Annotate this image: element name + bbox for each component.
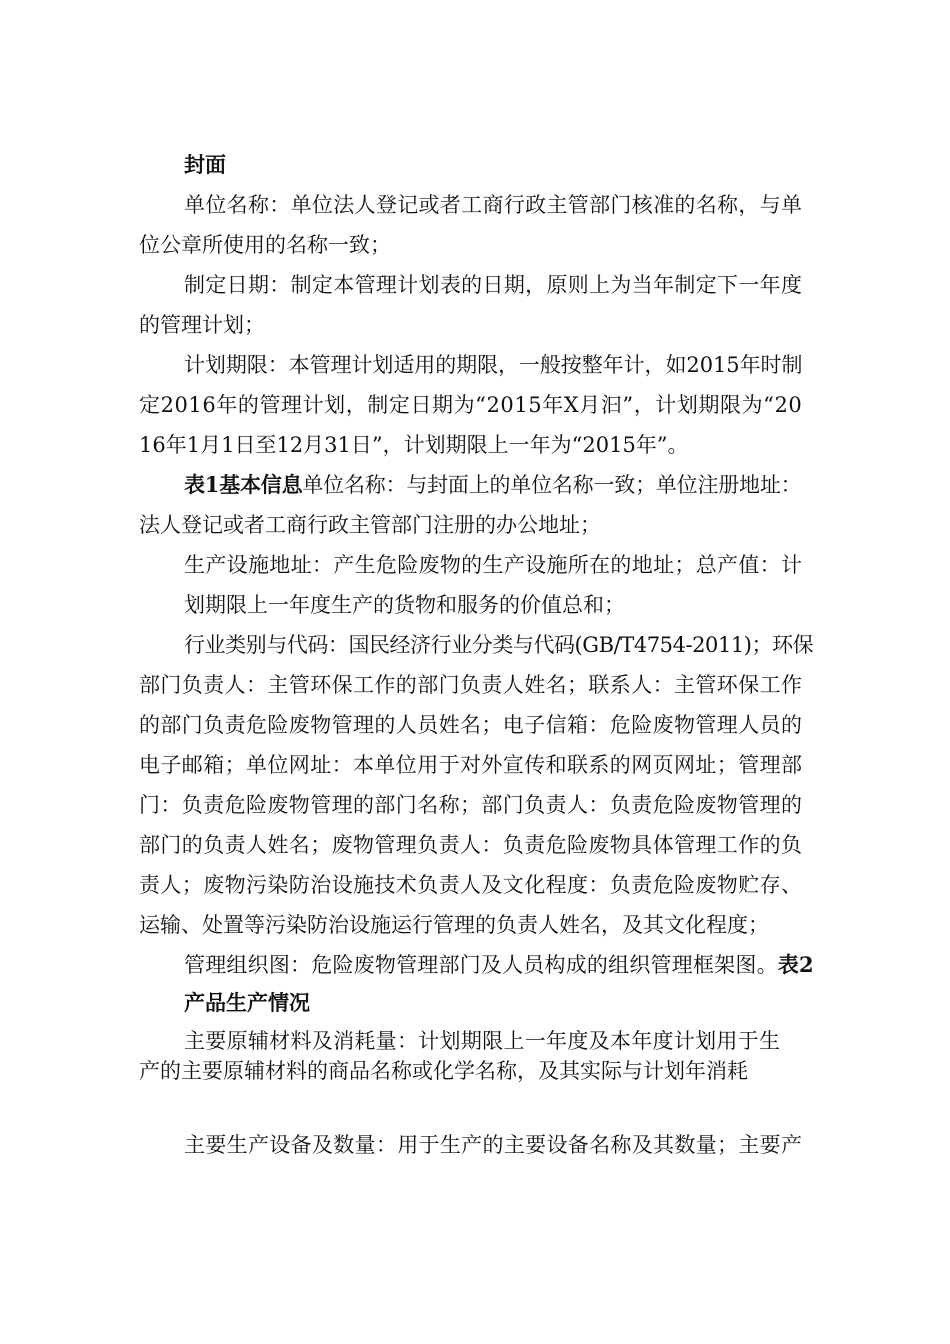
body-text: 制定日期：制定本管理计划表的日期，原则上为当年制定下一年度 (184, 273, 803, 297)
text-line (184, 551, 802, 579)
body-text: 门：负责危险废物管理的部门名称；部门负责人：负责危险废物管理的 (139, 793, 803, 817)
text-line (139, 231, 391, 259)
text-line (139, 711, 802, 739)
text-line (139, 791, 802, 819)
text-line (184, 471, 801, 499)
text-line (139, 311, 265, 339)
text-line (184, 271, 802, 299)
body-text: 单位名称：与封面上的单位名称一致；单位注册地址： (302, 473, 802, 497)
text-line (184, 591, 625, 619)
body-text: 生产设施地址：产生危险废物的生产设施所在的地址；总产值：计 (184, 553, 803, 577)
body-text: 行业类别与代码：国民经济行业分类与代码(GB/T4754-2011)；环保 (184, 633, 814, 657)
body-text: 主要生产设备及数量：用于生产的主要设备名称及其数量；主要产 (184, 1133, 803, 1157)
text-line (184, 951, 814, 979)
body-text: 计划期限：本管理计划适用的期限，一般按整年计，如2015年时制 (184, 353, 803, 377)
body-text: 划期限上一年度生产的货物和服务的价值总和； (184, 593, 625, 617)
bold-heading-text: 封面 (184, 152, 226, 177)
body-text: 位公章所使用的名称一致； (139, 233, 391, 257)
text-line (184, 191, 802, 219)
body-text: 的部门负责危险废物管理的人员姓名；电子信箱：危险废物管理人员的 (139, 713, 803, 737)
text-line (139, 871, 802, 899)
body-text: 的管理计划； (139, 313, 265, 337)
body-text: 定2016年的管理计划，制定日期为“2015年X月汩”，计划期限为“20 (139, 393, 803, 417)
text-line (184, 351, 802, 379)
text-line (139, 391, 802, 419)
text-line (139, 911, 769, 939)
body-text: 责人；废物污染防治设施技术负责人及文化程度：负责危险废物贮存、 (139, 873, 803, 897)
body-text: 部门的负责人姓名；废物管理负责人：负责危险废物具体管理工作的负 (139, 833, 803, 857)
text-line (184, 989, 310, 1017)
text-line (139, 511, 601, 539)
body-text: 法人登记或者工商行政主管部门注册的办公地址； (139, 513, 601, 537)
text-line (184, 631, 813, 659)
text-line (184, 151, 226, 179)
body-text: 单位名称：单位法人登记或者工商行政主管部门核准的名称，与单 (184, 193, 803, 217)
text-line (184, 1131, 802, 1159)
text-line (139, 831, 802, 859)
text-line (139, 671, 802, 699)
bold-heading-text: 产品生产情况 (184, 990, 310, 1015)
text-line (139, 1057, 748, 1085)
body-text: 主要原辅材料及消耗量：计划期限上一年度及本年度计划用于生 (184, 1029, 781, 1053)
bold-heading-text: 表1基本信息 (184, 472, 303, 497)
body-text: 产的主要原辅材料的商品名称或化学名称，及其实际与计划年消耗 (139, 1059, 748, 1083)
text-line (184, 1027, 780, 1055)
body-text: 部门负责人：主管环保工作的部门负责人姓名；联系人：主管环保工作 (139, 673, 803, 697)
body-text: 运输、处置等污染防治设施运行管理的负责人姓名，及其文化程度； (139, 913, 769, 937)
body-text: 电子邮箱；单位网址：本单位用于对外宣传和联系的网页网址；管理部 (139, 753, 803, 777)
text-line (139, 431, 689, 459)
text-line (139, 751, 802, 779)
bold-heading-text: 表2 (777, 952, 814, 977)
body-text: 管理组织图：危险废物管理部门及人员构成的组织管理框架图。 (184, 953, 778, 977)
body-text: 16年1月1日至12月31日”，计划期限上一年为“2015年”。 (139, 433, 689, 457)
